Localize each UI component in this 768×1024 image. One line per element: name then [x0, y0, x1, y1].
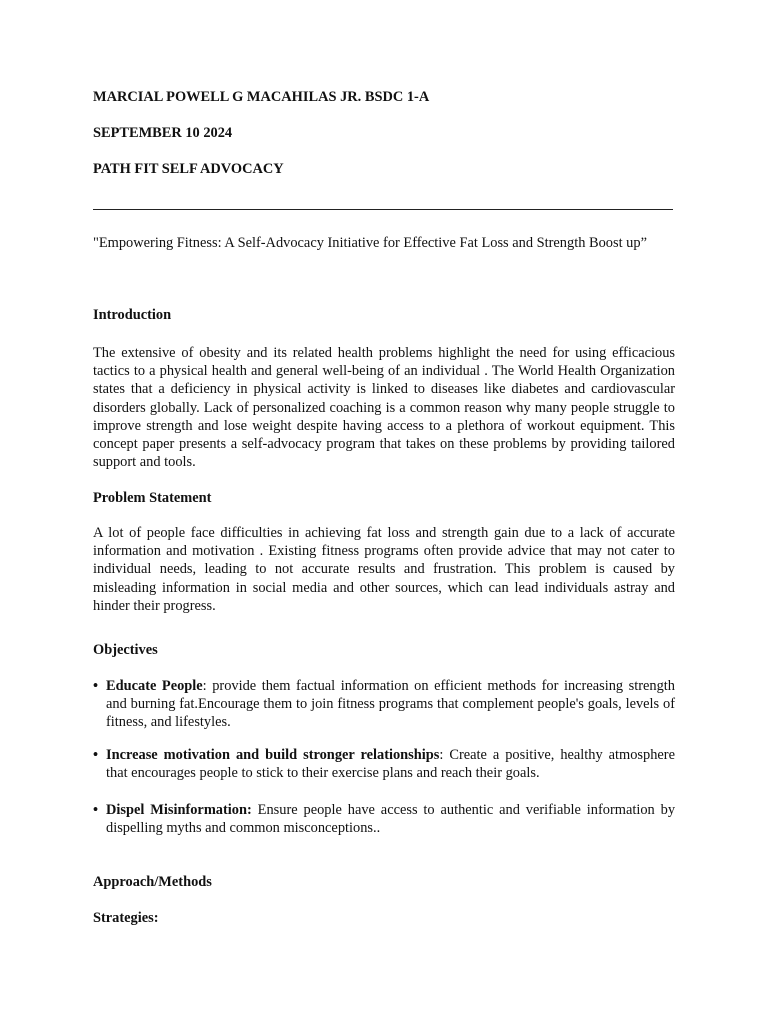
bullet-icon: • — [93, 802, 99, 818]
author-line: MARCIAL POWELL G MACAHILAS JR. BSDC 1-A — [93, 89, 430, 105]
paper-title: "Empowering Fitness: A Self-Advocacy Initiative for Effective Fat Loss and Strength Boost up” — [93, 235, 647, 251]
objective-description: : Create a positive, healthy atmosphere that encourages people to stick to their exercise plans and reach their goals. — [106, 747, 675, 782]
objective-text — [106, 746, 675, 782]
horizontal-rule — [93, 209, 673, 210]
course-line: PATH FIT SELF ADVOCACY — [93, 161, 284, 177]
objective-label: Increase motivation and build stronger relationships — [106, 747, 440, 763]
objective-text — [106, 801, 675, 837]
objective-description: : provide them factual information on efficient methods for increasing strength and burning fat.Encourage them to join fitness programs that complement people's goals, levels of fitness, and lifestyles. — [106, 678, 675, 731]
objective-description: Ensure people have access to authentic and verifiable information by dispelling myths and common misconceptions.. — [106, 802, 676, 837]
approach-heading: Approach/Methods — [93, 874, 212, 890]
introduction-heading: Introduction — [93, 307, 172, 323]
objective-label: Educate People — [106, 678, 203, 694]
problem-statement-heading: Problem Statement — [93, 490, 212, 506]
bullet-icon: • — [93, 678, 99, 694]
bullet-icon: • — [93, 747, 99, 763]
objectives-heading: Objectives — [93, 642, 158, 658]
objective-text — [106, 677, 675, 732]
strategies-subheading: Strategies: — [93, 910, 159, 926]
objective-label: Dispel Misinformation: — [106, 802, 252, 818]
introduction-body: The extensive of obesity and its related health problems highlight the need for using efficacious tactics to a physical health and general well-being of an individual . The World Health Organization states that a deficiency in physical activity is linked to diseases like diabetes and cardiovascular disorders globally. Lack of personalized coaching is a common reason why many people struggle to improve strength and lose weight despite having access to a plethora of workout equipment. This concept paper presents a self-advocacy program that takes on these problems by providing tailored support and tools. — [93, 345, 675, 471]
problem-statement-body: A lot of people face difficulties in achieving fat loss and strength gain due to a lack of accurate information and motivation . Existing fitness programs often provide advice that may not cater to individual needs, leading to not accurate results and frustration. This problem is caused by misleading information in social media and other sources, which can lead individuals astray and hinder their progress. — [93, 525, 675, 614]
date-line: SEPTEMBER 10 2024 — [93, 125, 233, 141]
